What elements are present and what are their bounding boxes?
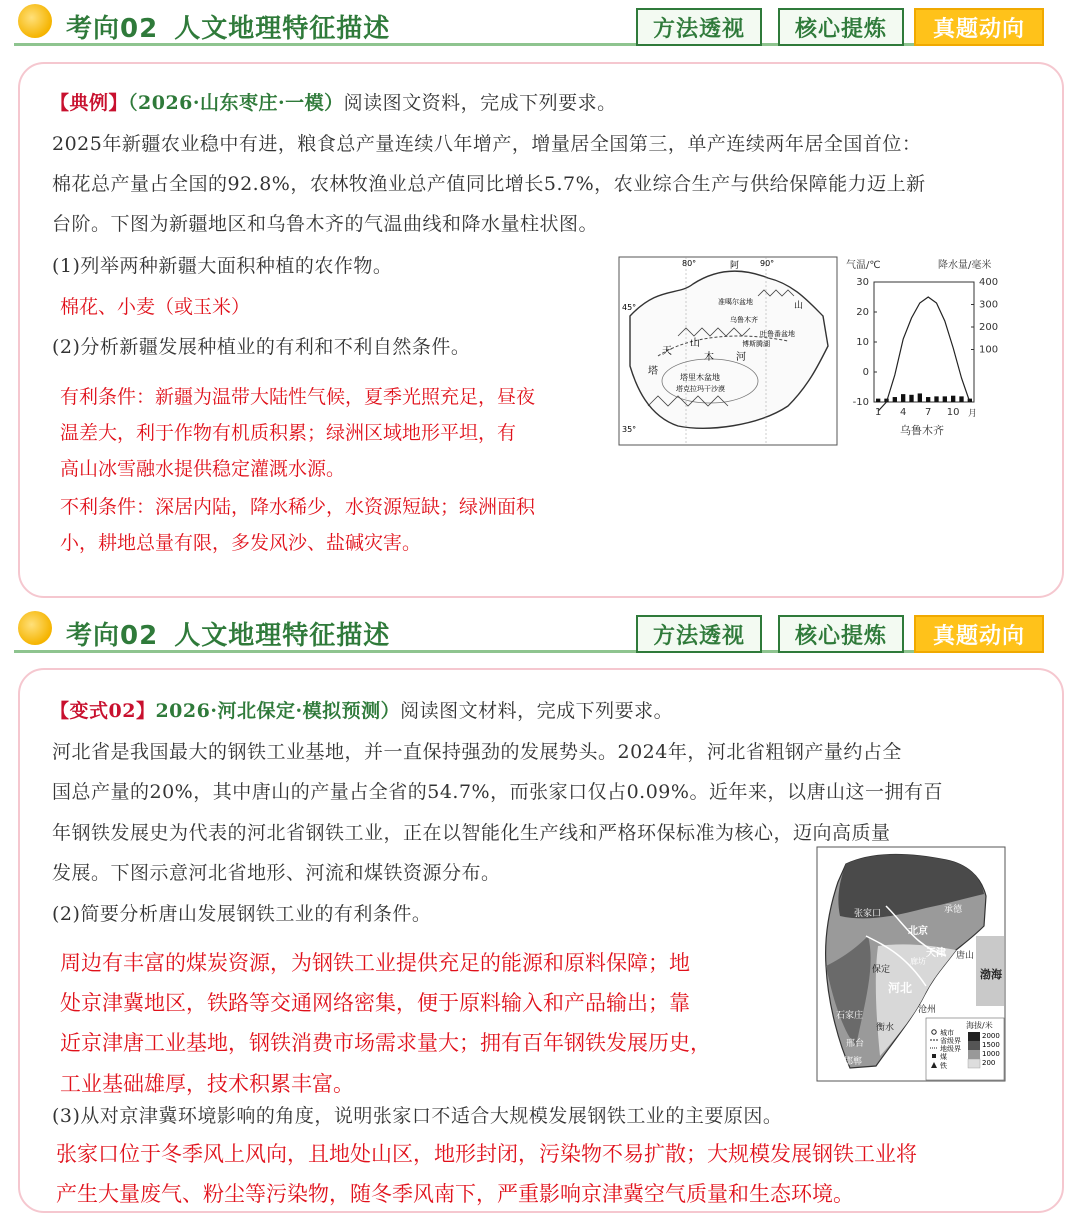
header-dot-icon [18,611,52,645]
precip-bar [893,397,897,402]
map-label: 北京 [908,926,928,937]
header-dot-icon [18,4,52,38]
map-label: 廊坊 [910,957,926,966]
map-label: 承德 [944,905,963,915]
section-title: 考向02 人文地理特征描述 [66,14,391,44]
precip-bar [951,396,955,402]
paragraph-line: 台阶。下图为新疆地区和乌鲁木齐的气温曲线和降水量柱状图。 [52,213,599,235]
temperature-line [878,297,970,411]
map-label: 博斯腾湖 [742,340,770,348]
map-label: 90° [760,259,775,268]
answer-2-line: 温差大，利于作物有机质积累；绿洲区域地形平坦，有 [60,422,517,444]
chart-x-tick: 4 [899,407,907,418]
map-label: 天 [662,346,672,357]
map-label: 张家口 [854,909,882,919]
paragraph-line: 发展。下图示意河北省地形、河流和煤铁资源分布。 [52,862,501,884]
precip-bar [959,396,963,402]
chart-left-tick: 30 [856,277,869,288]
question-1: (1)列举两种新疆大面积种植的农作物。 [52,255,393,277]
answer-3-line: 产生大量废气、粉尘等污染物，随冬季风南下，严重影响京津冀空气质量和生态环境。 [56,1182,854,1206]
legend-symbol: 省级界 [940,1037,961,1045]
paragraph-line: 年钢铁发展史为代表的河北省钢铁工业，正在以智能化生产线和严格环保标准为核心，迈向高质量 [52,822,891,844]
section-header-1 [0,0,1080,56]
legend-symbol: 城市 [940,1029,954,1037]
map-label: 准噶尔盆地 [718,298,753,306]
answer-2-line: 小，耕地总量有限，多发风沙、盐碱灾害。 [60,532,422,554]
map-label: 渤海 [980,968,1002,981]
answer-2-line: 不利条件：深居内陆，降水稀少，水资源短缺；绿洲面积 [60,496,536,518]
answer-1: 棉花、小麦（或玉米） [60,296,251,318]
precip-bar [926,397,930,402]
climate-chart [840,254,1040,440]
paragraph-line: 棉花总产量占全国的92.8%，农林牧渔业总产值同比增长5.7%，农业综合生产与供给保障能力迈上新 [52,173,926,195]
map-label: 80° [682,259,697,268]
map-label: 山 [794,301,804,311]
map-label: 塔克拉玛干沙漠 [676,385,725,393]
chart-x-unit: 月 [968,409,978,419]
map-label: 阿 [730,261,740,271]
map-label: 沧州 [918,1005,937,1015]
chart-left-tick: 10 [856,337,869,348]
legend-title: 海拔/米 [966,1021,993,1030]
map-legend [926,1018,1004,1080]
chart-caption: 乌鲁木齐 [900,424,944,437]
precip-bar [918,393,922,402]
tab-exam[interactable]: 真题动向 [914,8,1044,46]
answer-2-line: 周边有丰富的煤炭资源，为钢铁工业提供充足的能源和原料保障；地 [60,951,690,975]
map-label: 山 [690,338,700,349]
map-label: 天津 [926,948,946,959]
chart-right-tick: 300 [979,299,999,311]
chart-x-tick: 1 [874,407,882,418]
legend-value: 2000 [982,1032,1000,1040]
question-3: (3)从对京津冀环境影响的角度，说明张家口不适合大规模发展钢铁工业的主要原因。 [52,1105,783,1127]
chart-right-tick: 200 [979,322,999,333]
map-label: 木 [704,352,714,363]
map-label: 塔 [648,366,658,377]
map-label: 45° [622,303,637,312]
section-header-2 [0,607,1080,663]
example-heading: 【典例】（2026·山东枣庄·一模）阅读图文资料，完成下列要求。 [50,92,617,114]
paragraph-line: 国总产量的20%，其中唐山的产量占全省的54.7%，而张家口仅占0.09%。近年来，以唐山这一拥有百 [52,781,943,803]
map-label: 河 [736,352,746,363]
map-label: 邢台 [846,1039,865,1049]
paragraph-line: 河北省是我国最大的钢铁工业基地，并一直保持强劲的发展势头。2024年，河北省粗钢产量约占全 [52,741,902,763]
xinjiang-map [618,256,838,446]
legend-symbol: 煤 [940,1053,947,1061]
answer-2-line: 近京津唐工业基地，钢铁消费市场需求量大；拥有百年钢铁发展历史， [60,1031,711,1055]
tab-method[interactable]: 方法透视 [636,615,762,653]
precip-bar [909,395,913,402]
variant-heading: 【变式02】2026·河北保定·模拟预测）阅读图文材料，完成下列要求。 [50,700,674,722]
chart-right-tick: 100 [979,344,999,356]
answer-2-line: 有利条件：新疆为温带大陆性气候，夏季光照充足，昼夜 [60,386,536,408]
map-label: 35° [622,425,637,434]
map-label: 邯郸 [844,1057,863,1067]
legend-symbol: 地级界 [940,1045,961,1053]
map-label: 唐山 [956,951,975,961]
question-2: (2)分析新疆发展种植业的有利和不利自然条件。 [52,336,471,358]
answer-2-line: 处京津冀地区，铁路等交通网络密集，便于原料输入和产品输出；靠 [60,991,690,1015]
paragraph-line: 2025年新疆农业稳中有进，粮食总产量连续八年增产，增量居全国第三，单产连续两年居全国首位： [52,133,922,155]
chart-right-axis-title: 降水量/毫米 [938,260,992,271]
chart-left-axis-title: 气温/℃ [846,260,881,271]
map-label: 石家庄 [836,1011,864,1021]
chart-x-tick: 10 [946,407,960,418]
legend-value: 200 [982,1059,996,1067]
map-label: 保定 [872,965,891,975]
map-label: 塔里木盆地 [680,373,720,382]
chart-left-tick: 20 [856,307,869,318]
hebei-map [816,846,1006,1082]
answer-2-line: 工业基础雄厚，技术积累丰富。 [60,1072,354,1096]
map-label: 乌鲁木齐 [730,316,758,324]
chart-left-tick: 0 [862,367,869,378]
map-label: 衡水 [876,1023,895,1033]
answer-3-line: 张家口位于冬季风上风向，且地处山区，地形封闭，污染物不易扩散；大规模发展钢铁工业将 [56,1142,917,1166]
question-2: (2)简要分析唐山发展钢铁工业的有利条件。 [52,903,432,925]
tab-core[interactable]: 核心提炼 [778,8,904,46]
chart-right-tick: 400 [979,277,999,288]
section-title: 考向02 人文地理特征描述 [66,621,391,651]
legend-symbol: 铁 [940,1062,947,1070]
map-label: 吐鲁番盆地 [760,330,795,338]
legend-value: 1500 [982,1041,1000,1049]
map-label: 河北 [888,981,913,995]
tab-method[interactable]: 方法透视 [636,8,762,46]
precip-bar [943,396,947,402]
precip-bar [934,396,938,402]
precip-bar [901,394,905,402]
answer-2-line: 高山冰雪融水提供稳定灌溉水源。 [60,458,346,480]
tab-core[interactable]: 核心提炼 [778,615,904,653]
legend-value: 1000 [982,1050,1000,1058]
chart-left-tick: -10 [852,397,869,408]
tab-exam[interactable]: 真题动向 [914,615,1044,653]
precip-bar [876,399,880,402]
chart-x-tick: 7 [924,407,932,418]
